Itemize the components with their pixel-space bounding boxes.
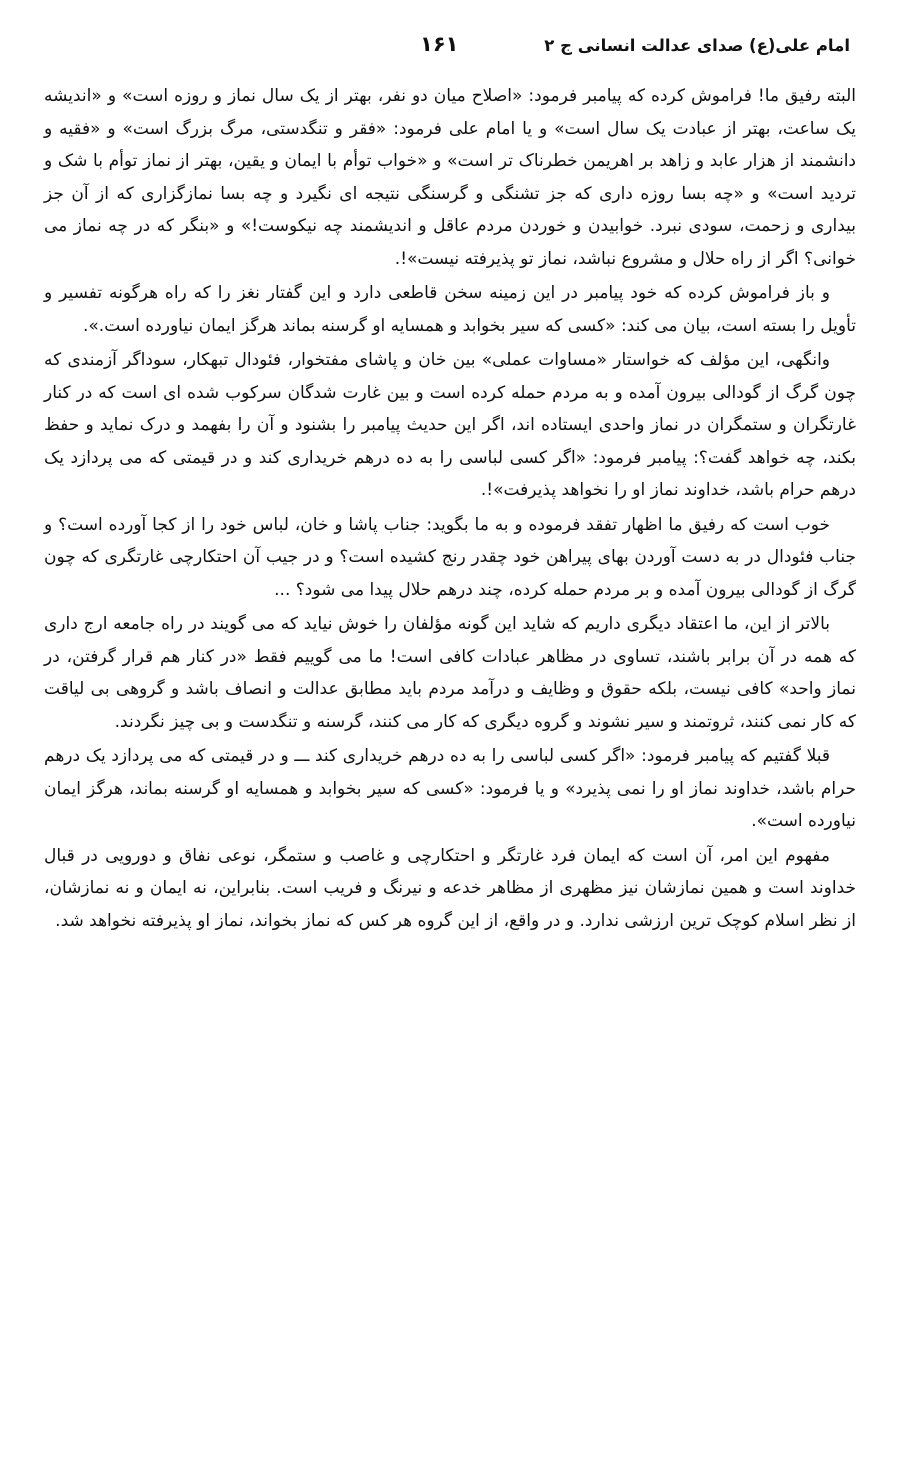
paragraph: وانگهی، این مؤلف که خواستار «مساوات عملی» بین خان و پاشای مفتخوار، فئودال تبهکار، سوداگر آزمندی که چون گرگ از گودالی بیرون آمده و به مردم حمله کرده است و بین غارت شدگان سرکوب شده ای است که در کنار غارتگران و ستمگران در نماز واحدی ایستاده اند، اگر این حدیث پیامبر را بشنود و آن را بفهمد و درک نماید و حفظ بکند، چه خواهد گفت؟: پیامبر فرمود: «اگر کسی لباسی را به ده درهم خریداری کند و در قیمتی که می پردازد یک درهم حرام باشد، خداوند نماز او را نخواهد پذیرفت»!. [44, 350, 856, 500]
paragraph: مفهوم این امر، آن است که ایمان فرد غارتگر و احتکارچی و غاصب و ستمگر، نوعی نفاق و دورویی در قبال خداوند است و همین نمازشان نیز مظهری از مظاهر خدعه و نیرنگ و فریب است. بنابراین، نه ایمان و نه نمازشان، از نظر اسلام کوچک ترین ارزشی ندارد. و در واقع، از این گروه هر کس که نماز بخواند، نماز او پذیرفته نخواهد شد. [44, 845, 856, 931]
page-number: ۱۶۱ [420, 32, 459, 56]
paragraph: خوب است که رفیق ما اظهار تفقد فرموده و به ما بگوید: جناب پاشا و خان، لباس خود را از کجا آورده است؟ و جناب فئودال در به دست آوردن بهای پیراهن خود چقدر رنج کشیده است؟ و در جیب آن احتکارچی غارتگری که چون گرگ از گودالی بیرون آمده و بر مردم حمله کرده، چند درهم حلال پیدا می شود؟ ... [44, 514, 856, 600]
paragraph: البته رفیق ما! فراموش کرده که پیامبر فرمود: «اصلاح میان دو نفر، بهتر از یک سال نماز و روزه است» و «اندیشه یک ساعت، بهتر از عبادت یک سال است» و یا امام علی فرمود: «فقر و تنگدستی، مرگ بزرگ است» و «فقیه و دانشمند از هزار عابد و زاهد بر اهریمن خطرناک تر است» و «خواب توأم با ایمان و یقین، بهتر از نماز توأم با شک و تردید است» و «چه بسا روزه داری که جز تشنگی و گرسنگی نتیجه ای نگیرد و چه بسا نمازگزاری که از آن جز بیداری و زحمت، سودی نبرد. خوابیدن و خوردن مردم عاقل و اندیشمند چه نیکوست!» و «بنگر که در چه نماز می خوانی؟ اگر از راه حلال و مشروع نباشد، نماز تو پذیرفته نیست»!. [44, 86, 856, 269]
body-text [44, 80, 856, 939]
page-header [40, 32, 860, 68]
paragraph: و باز فراموش کرده که خود پیامبر در این زمینه سخن قاطعی دارد و این گفتار نغز را که راه هرگونه تفسیر و تأویل را بسته است، بیان می کند: «کسی که سیر بخوابد و همسایه او گرسنه بماند هرگز ایمان نیاورده است.». [44, 283, 856, 336]
running-title: امام علی(ع) صدای عدالت انسانی ج ۲ [544, 36, 850, 55]
paragraph: بالاتر از این، ما اعتقاد دیگری داریم که شاید این گونه مؤلفان را خوش نیاید که می گویند در راه جامعه ارج داری که همه در آن برابر باشند، تساوی در مظاهر عبادات کافی است! ما می گوییم فقط «در کنار هم قرار گرفتن، در نماز واحد» کافی نیست، بلکه حقوق و وظایف و درآمد مردم باید مطابق عدالت و انصاف باشد و گروهی بی لیاقت که کار نمی کنند، ثروتمند و سیر نشوند و گروه دیگری که کار می کنند، گرسنه و تنگدست و بی چیز نگردند. [44, 614, 856, 732]
paragraph: قبلا گفتیم که پیامبر فرمود: «اگر کسی لباسی را به ده درهم خریداری کند ـــ و در قیمتی که می پردازد یک درهم حرام باشد، خداوند نماز او را نمی پذیرد» و یا فرمود: «کسی که سیر بخوابد و همسایه او گرسنه بماند، هرگز ایمان نیاورده است». [44, 746, 856, 831]
